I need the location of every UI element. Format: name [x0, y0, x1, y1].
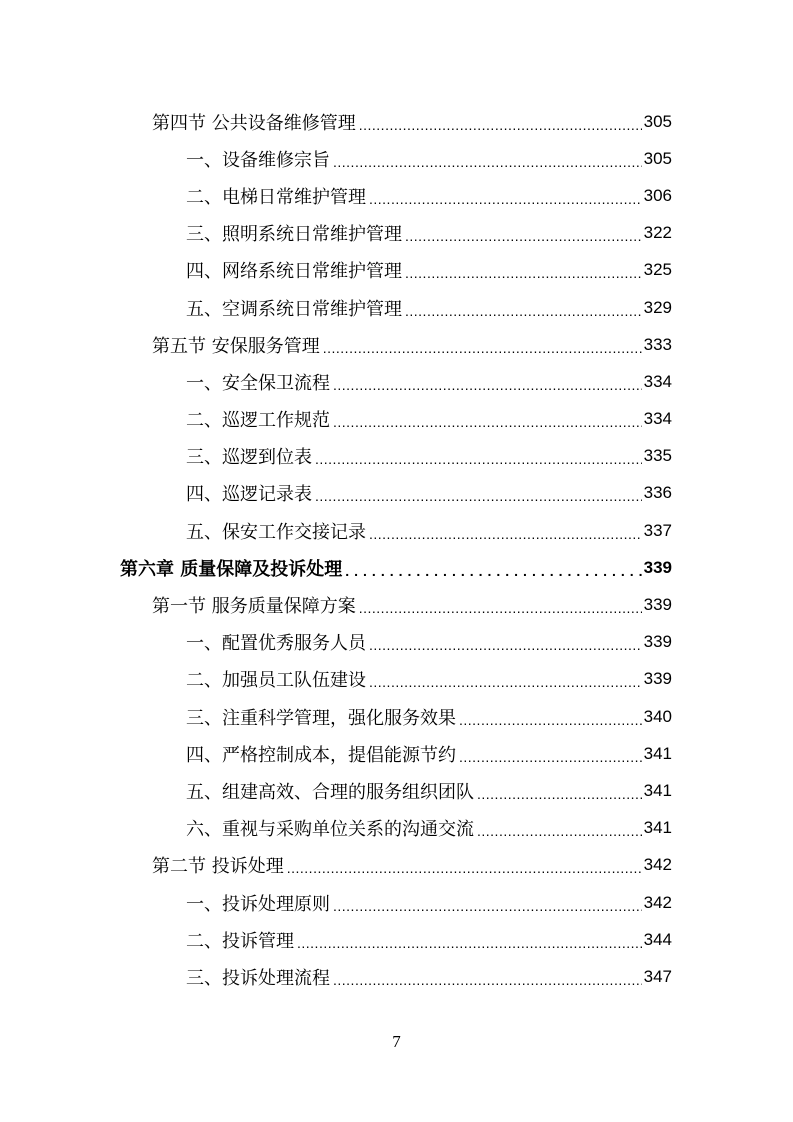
toc-entry-item[interactable] — [186, 921, 672, 958]
toc-entry-page: 347 — [643, 966, 672, 986]
toc-entry-title: 第一节 服务质量保障方案 — [152, 596, 356, 618]
toc-entry-page: 342 — [643, 892, 672, 912]
toc-entry-item[interactable] — [186, 438, 672, 475]
dot-leader — [333, 155, 642, 169]
toc-entry-title: 第二节 投诉处理 — [152, 856, 284, 878]
dot-leader — [359, 118, 642, 132]
toc-entry-item[interactable] — [186, 289, 672, 326]
toc-entry-title: 三、巡逻到位表 — [186, 447, 312, 469]
toc-entry-page: 344 — [643, 929, 672, 949]
toc-entry-item[interactable] — [186, 252, 672, 289]
toc-entry-item[interactable] — [186, 958, 672, 995]
toc-entry-item[interactable] — [186, 363, 672, 400]
toc-entry-title: 三、照明系统日常维护管理 — [186, 224, 402, 246]
toc-entry-item[interactable] — [186, 215, 672, 252]
toc-entry-page: 336 — [643, 483, 672, 503]
dot-leader — [405, 229, 642, 243]
toc-entry-page: 340 — [643, 706, 672, 726]
dot-leader — [345, 564, 641, 578]
toc-entry-page: 334 — [643, 371, 672, 391]
toc-entry-title: 第五节 安保服务管理 — [152, 335, 320, 357]
toc-entry-item[interactable] — [186, 735, 672, 772]
toc-entry-page: 337 — [643, 520, 672, 540]
toc-entry-page: 339 — [643, 595, 672, 615]
toc-entry-title: 一、投诉处理原则 — [186, 893, 330, 915]
toc-entry-item[interactable] — [186, 401, 672, 438]
dot-leader — [459, 713, 642, 727]
toc-entry-item[interactable] — [186, 512, 672, 549]
toc-entry-title: 四、巡逻记录表 — [186, 484, 312, 506]
dot-leader — [287, 861, 642, 875]
dot-leader — [477, 824, 642, 838]
toc-entry-page: 322 — [643, 223, 672, 243]
dot-leader — [359, 601, 642, 615]
toc-entry-item[interactable] — [186, 772, 672, 809]
toc-entry-page: 339 — [643, 557, 672, 577]
toc-entry-title: 四、网络系统日常维护管理 — [186, 261, 402, 283]
toc-entry-title: 三、投诉处理流程 — [186, 967, 330, 989]
toc-entry-page: 339 — [643, 632, 672, 652]
dot-leader — [323, 341, 642, 355]
toc-entry-title: 五、保安工作交接记录 — [186, 521, 366, 543]
toc-entry-title: 第四节 公共设备维修管理 — [152, 112, 356, 134]
toc-entry-item[interactable] — [186, 475, 672, 512]
dot-leader — [369, 675, 642, 689]
toc-entry-page: 334 — [643, 409, 672, 429]
toc-entry-title: 二、加强员工队伍建设 — [186, 670, 366, 692]
toc-entry-page: 329 — [643, 297, 672, 317]
toc-entry-page: 305 — [643, 148, 672, 168]
dot-leader — [477, 787, 642, 801]
dot-leader — [369, 527, 642, 541]
toc-entry-page: 341 — [643, 818, 672, 838]
dot-leader — [333, 415, 642, 429]
toc-entry-page: 333 — [643, 334, 672, 354]
dot-leader — [405, 304, 642, 318]
dot-leader — [333, 378, 642, 392]
toc-entry-title: 第六章 质量保障及投诉处理 — [120, 558, 343, 580]
dot-leader — [315, 452, 642, 466]
table-of-contents — [0, 103, 793, 996]
toc-entry-chapter[interactable] — [120, 549, 672, 586]
page-number: 7 — [392, 1032, 401, 1051]
toc-entry-item[interactable] — [186, 884, 672, 921]
toc-entry-title: 一、设备维修宗旨 — [186, 149, 330, 171]
toc-entry-title: 二、巡逻工作规范 — [186, 410, 330, 432]
toc-entry-item[interactable] — [186, 140, 672, 177]
toc-entry-title: 六、重视与采购单位关系的沟通交流 — [186, 819, 474, 841]
toc-entry-item[interactable] — [186, 624, 672, 661]
toc-entry-section[interactable] — [152, 586, 672, 623]
dot-leader — [297, 936, 642, 950]
dot-leader — [333, 899, 642, 913]
dot-leader — [315, 489, 642, 503]
toc-entry-page: 335 — [643, 446, 672, 466]
toc-entry-page: 341 — [643, 743, 672, 763]
toc-entry-page: 305 — [643, 111, 672, 131]
toc-entry-title: 三、注重科学管理，强化服务效果 — [186, 707, 456, 729]
toc-entry-title: 一、配置优秀服务人员 — [186, 633, 366, 655]
dot-leader — [369, 638, 642, 652]
toc-entry-section[interactable] — [152, 103, 672, 140]
toc-entry-page: 325 — [643, 260, 672, 280]
toc-entry-title: 四、严格控制成本，提倡能源节约 — [186, 744, 456, 766]
dot-leader — [405, 266, 642, 280]
toc-entry-section[interactable] — [152, 847, 672, 884]
dot-leader — [459, 750, 642, 764]
toc-entry-page: 341 — [643, 780, 672, 800]
toc-entry-item[interactable] — [186, 661, 672, 698]
toc-entry-title: 二、投诉管理 — [186, 930, 294, 952]
toc-entry-section[interactable] — [152, 326, 672, 363]
toc-entry-item[interactable] — [186, 177, 672, 214]
toc-entry-item[interactable] — [186, 810, 672, 847]
dot-leader — [369, 192, 642, 206]
toc-entry-item[interactable] — [186, 698, 672, 735]
toc-entry-title: 五、组建高效、合理的服务组织团队 — [186, 781, 474, 803]
toc-entry-title: 一、安全保卫流程 — [186, 372, 330, 394]
toc-entry-page: 342 — [643, 855, 672, 875]
toc-entry-page: 306 — [643, 185, 672, 205]
dot-leader — [333, 973, 642, 987]
toc-entry-title: 二、电梯日常维护管理 — [186, 186, 366, 208]
toc-entry-title: 五、空调系统日常维护管理 — [186, 298, 402, 320]
toc-entry-page: 339 — [643, 669, 672, 689]
